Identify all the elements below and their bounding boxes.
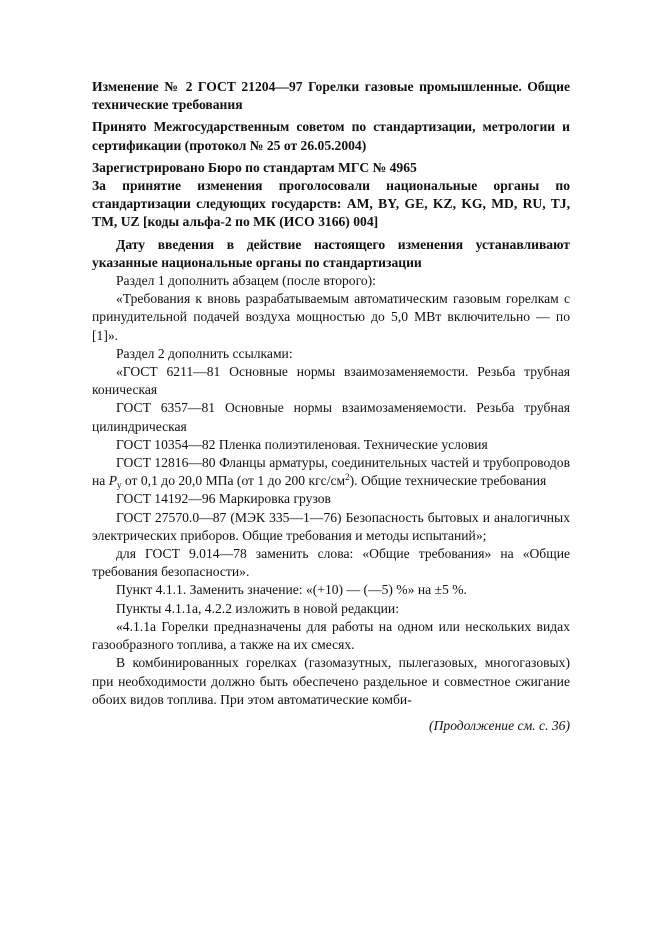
reference-gost-6211: «ГОСТ 6211—81 Основные нормы взаимозаменяемости. Резьба трубная коническая <box>92 364 570 398</box>
clause-4-1-1: Пункт 4.1.1. Заменить значение: «(+10) — (—5) %» на ±5 %. <box>116 582 467 598</box>
ref4-part-a: ГОСТ 12816—80 Фланцы арматуры, соединительных частей и трубопроводов на <box>92 455 570 489</box>
ref4-part-c: ). Общие технические требования <box>349 473 547 489</box>
document-page <box>92 78 570 735</box>
clauses-new-edition-intro: Пункты 4.1.1а, 4.2.2 изложить в новой редакции: <box>116 600 399 616</box>
section1-intro: Раздел 1 дополнить абзацем (после второго): <box>116 273 376 289</box>
combined-burners-text: В комбинированных горелках (газомазутных, пылегазовых, многогазовых) при необходимости должно быть обеспечено раздельное и совместное сжигание обоих видов топлива. При этом автоматические комби- <box>92 655 570 707</box>
pressure-symbol: P <box>108 473 118 489</box>
replace-words-note: для ГОСТ 9.014—78 заменить слова: «Общие требования» на «Общие требования безопасности». <box>92 546 570 580</box>
adoption-note: Принято Межгосударственным советом по стандартизации, метрологии и сертификации (протокол № 25 от 26.05.2004) <box>92 119 570 153</box>
section2-intro: Раздел 2 дополнить ссылками: <box>116 345 293 361</box>
clause-4-1-1a-text: «4.1.1а Горелки предназначены для работы на одном или нескольких видах газообразного топлива, а также на их смесях. <box>92 618 570 653</box>
unit-superscript: 2 <box>345 472 350 483</box>
reference-gost-27570: ГОСТ 27570.0—87 (МЭК 335—1—76) Безопасность бытовых и аналогичных электрических приборов. Общие требования и методы испытаний»; <box>92 509 570 543</box>
reference-gost-14192: ГОСТ 14192—96 Маркировка грузов <box>116 491 331 507</box>
reference-gost-10354: ГОСТ 10354—82 Пленка полиэтиленовая. Технические условия <box>116 436 488 452</box>
registration-note: Зарегистрировано Бюро по стандартам МГС № 4965 <box>92 159 417 175</box>
continuation-note: (Продолжение см. с. 36) <box>429 717 570 733</box>
voting-note: За принятие изменения проголосовали национальные органы по стандартизации следующих государств: AM, BY, GE, KZ, KG, MD, RU, TJ, TM, UZ [коды альфа-2 по МК (ИСО 3166) 004] <box>92 178 570 230</box>
amendment-title: Изменение № 2 ГОСТ 21204—97 Горелки газовые промышленные. Общие технические требования <box>92 79 570 113</box>
ref4-part-b: от 0,1 до 20,0 МПа (от 1 до 200 кгс/см <box>121 473 346 489</box>
section1-text: «Требования к вновь разрабатываемым автоматическим газовым горелкам с принудительной подачей воздуха мощностью до 5,0 МВт включительно — по [1]». <box>92 291 570 343</box>
pressure-subscript: у <box>117 480 122 491</box>
reference-gost-12816 <box>92 454 570 490</box>
effective-date-note: Дату введения в действие настоящего изменения устанавливают указанные национальные органы по стандартизации <box>92 236 570 270</box>
reference-gost-6357: ГОСТ 6357—81 Основные нормы взаимозаменяемости. Резьба трубная цилиндрическая <box>92 400 570 434</box>
